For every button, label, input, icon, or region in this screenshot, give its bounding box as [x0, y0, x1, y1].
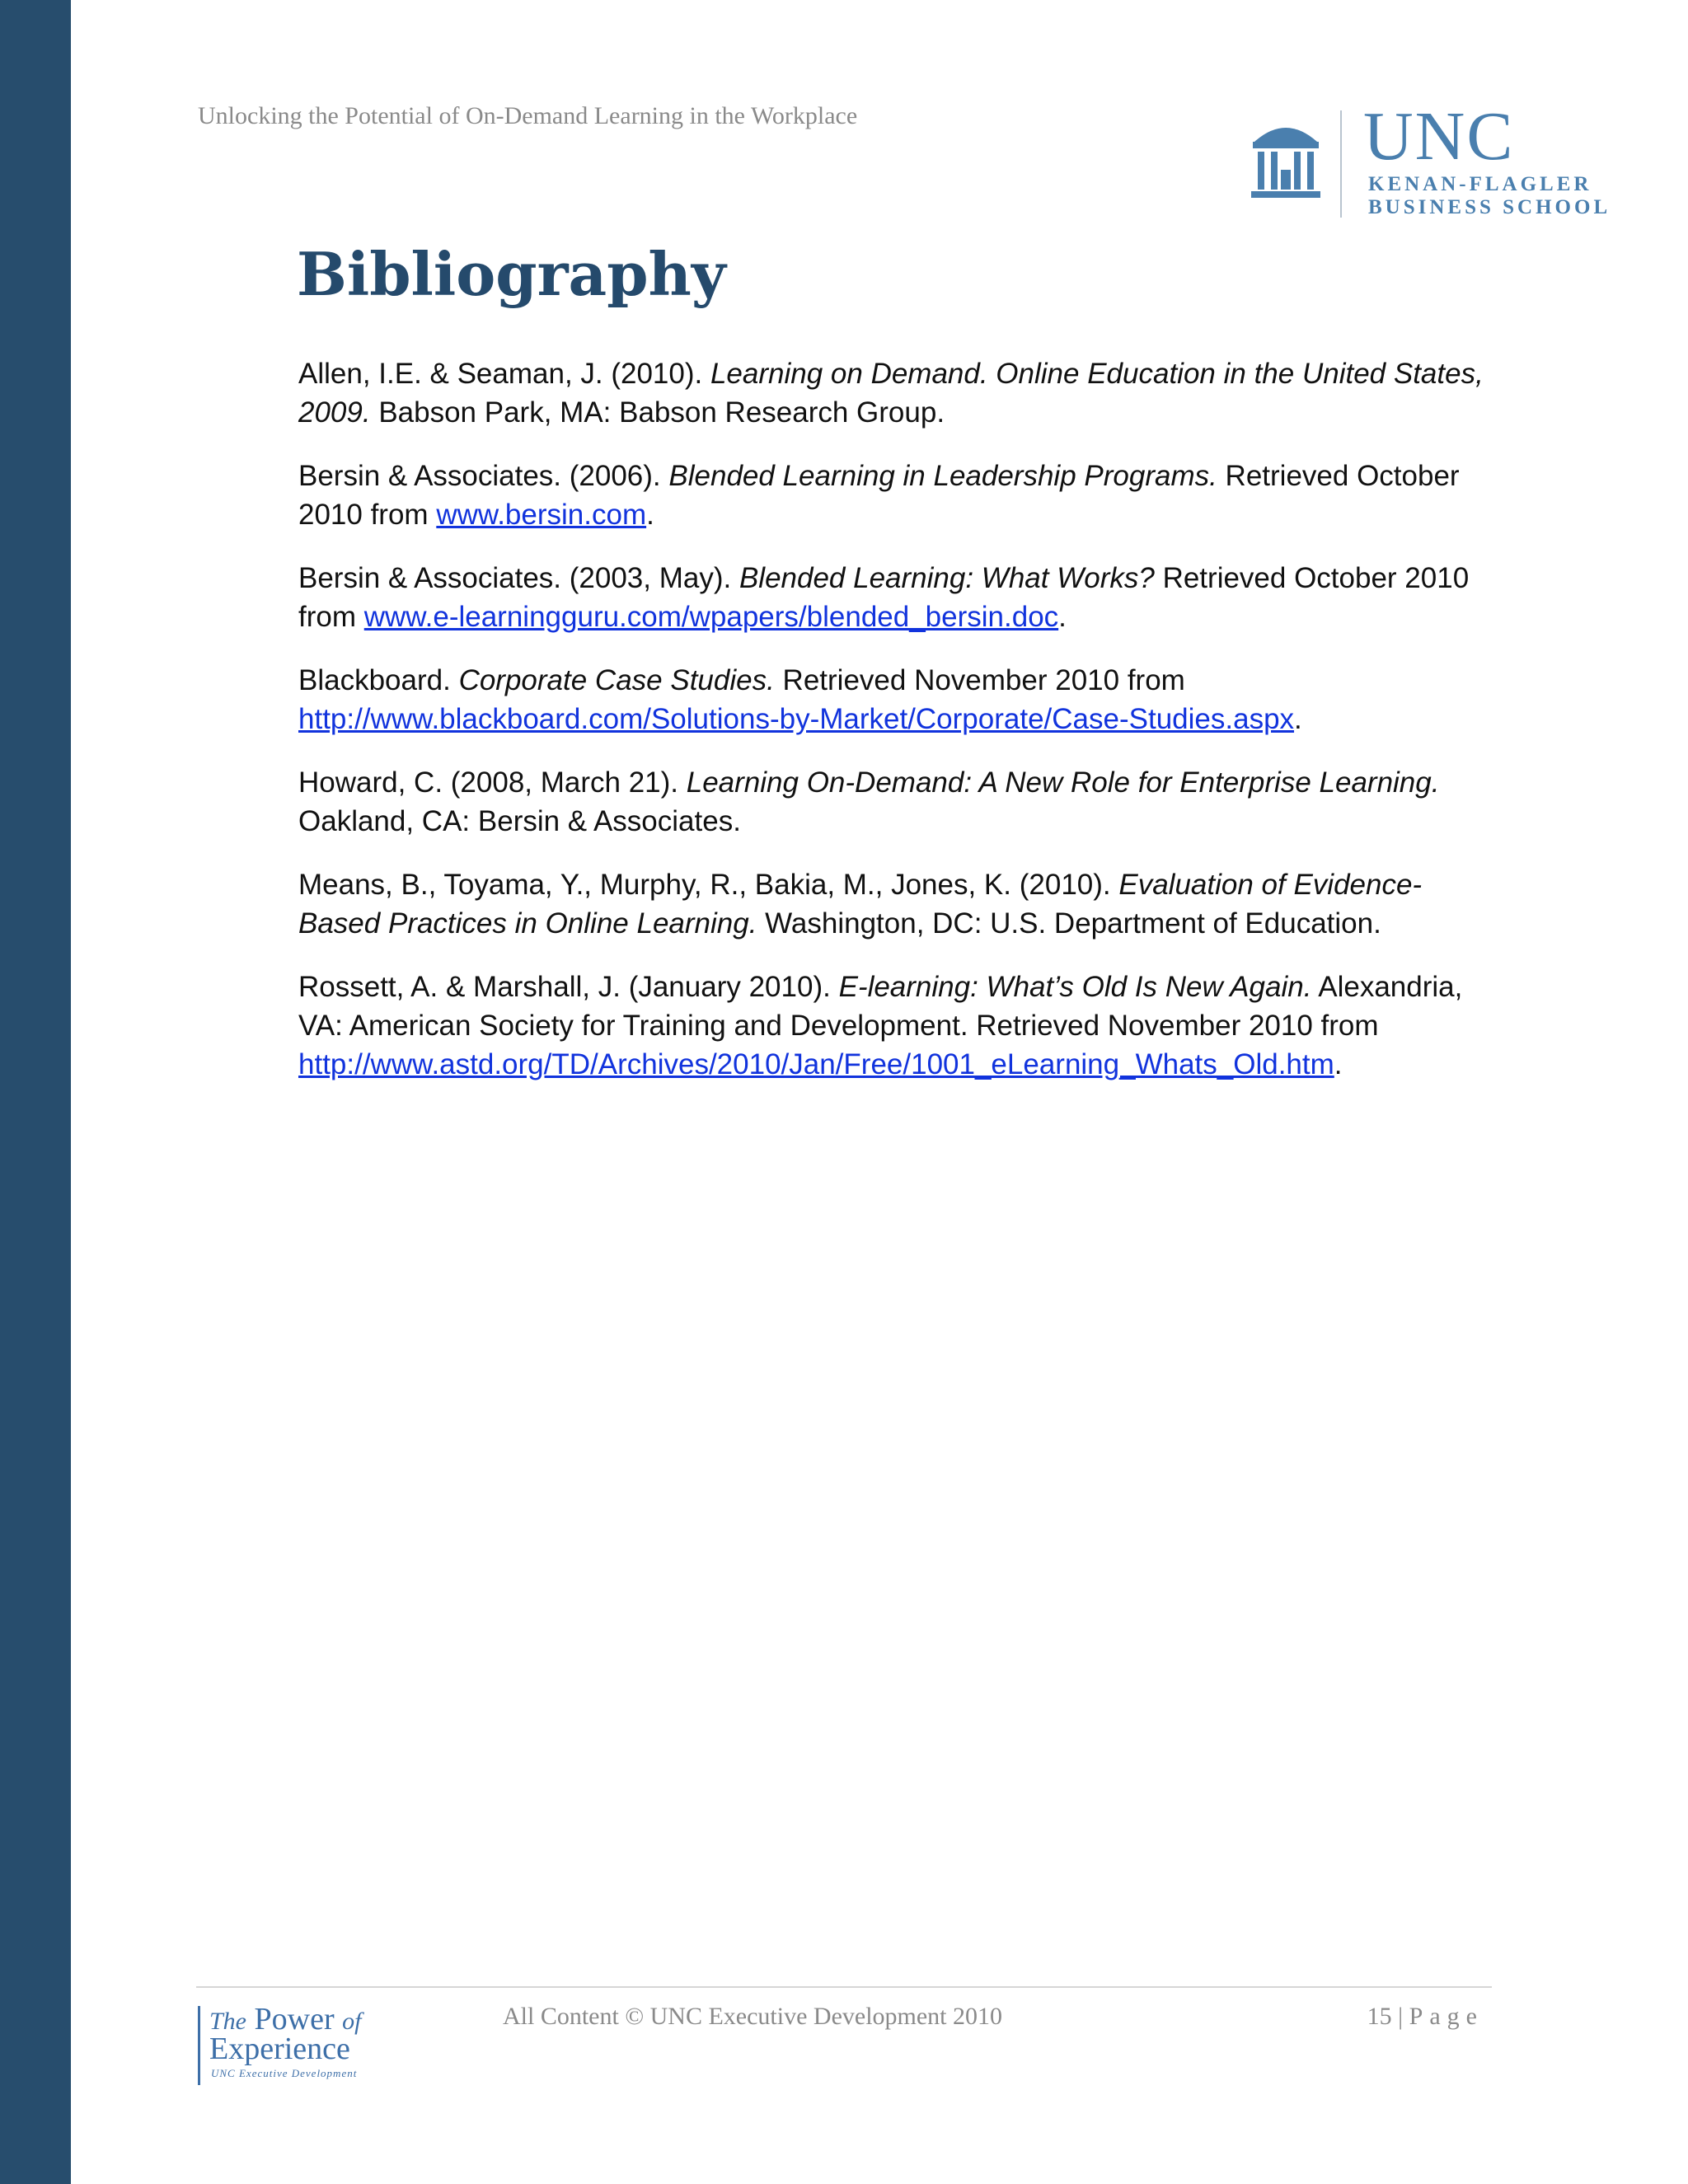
footer-logo-bar	[198, 2006, 200, 2085]
reference-item	[298, 354, 1502, 432]
logo-line-kenan-flagler: KENAN-FLAGLER	[1368, 173, 1592, 195]
page-number: 15	[1367, 2003, 1392, 2030]
ref-publisher: Babson Park, MA: Babson Research Group.	[370, 396, 945, 429]
reference-item	[298, 763, 1502, 841]
footer-copyright: All Content © UNC Executive Development 2010	[503, 2003, 1003, 2030]
footer-logo-sub: UNC Executive Development	[211, 2067, 358, 2079]
ref-title: Learning on Demand. Online Education in the United States, 2009.	[298, 358, 1484, 429]
reference-item	[298, 559, 1502, 636]
left-sidebar-band	[0, 0, 71, 2184]
old-well-icon	[1248, 112, 1324, 203]
power-of-experience-logo	[198, 2003, 379, 2085]
footer-logo-experience: Experience	[209, 2032, 350, 2066]
ref-authors: Rossett, A. & Marshall, J. (January 2010).	[298, 971, 839, 1003]
footer-page-number	[1367, 2003, 1484, 2031]
ref-link[interactable]: www.e-learningguru.com/wpapers/blended_bersin.doc	[363, 601, 1059, 633]
ref-authors: Bersin & Associates. (2003, May).	[298, 562, 739, 594]
unc-wordmark: UNC	[1363, 98, 1515, 175]
page-title: Bibliography	[297, 239, 726, 309]
ref-authors: Means, B., Toyama, Y., Murphy, R., Bakia, M., Jones, K. (2010).	[298, 869, 1119, 901]
ref-title: Corporate Case Studies.	[458, 664, 775, 696]
ref-authors: Blackboard.	[298, 664, 459, 696]
ref-retrieved: Alexandria, VA: American Society for Training and Development. Retrieved November 2010 from	[298, 971, 1463, 1042]
footer-logo-the: The	[209, 2008, 246, 2035]
page-label: Page	[1409, 2003, 1484, 2030]
ref-link[interactable]: http://www.blackboard.com/Solutions-by-Market/Corporate/Case-Studies.aspx	[298, 703, 1295, 735]
ref-authors: Howard, C. (2008, March 21).	[298, 766, 687, 799]
footer-logo-of: of	[342, 2008, 362, 2035]
footer-divider	[196, 1986, 1492, 1988]
page-separator: |	[1398, 2003, 1404, 2030]
reference-item	[298, 457, 1502, 534]
ref-title: Evaluation of Evidence-Based Practices in Online Learning.	[298, 869, 1423, 940]
logo-line-business-school: BUSINESS SCHOOL	[1368, 196, 1611, 218]
ref-link[interactable]: www.bersin.com	[436, 499, 647, 531]
ref-title: E-learning: What’s Old Is New Again.	[838, 971, 1312, 1003]
ref-publisher: Washington, DC: U.S. Department of Education.	[757, 907, 1381, 940]
ref-end: .	[1334, 1048, 1343, 1080]
reference-list	[298, 354, 1502, 1108]
reference-item	[298, 865, 1502, 943]
ref-end: .	[1294, 703, 1302, 735]
ref-link[interactable]: http://www.astd.org/TD/Archives/2010/Jan/Free/1001_eLearning_Whats_Old.htm	[298, 1048, 1334, 1080]
reference-item	[298, 968, 1502, 1084]
ref-authors: Bersin & Associates. (2006).	[298, 460, 669, 492]
ref-title: Blended Learning in Leadership Programs.	[668, 460, 1217, 492]
ref-authors: Allen, I.E. & Seaman, J. (2010).	[298, 358, 710, 390]
ref-publisher: Oakland, CA: Bersin & Associates.	[298, 805, 741, 837]
unc-kenan-flagler-logo	[1248, 98, 1619, 223]
ref-title: Blended Learning: What Works?	[738, 562, 1155, 594]
ref-title: Learning On-Demand: A New Role for Enterprise Learning.	[686, 766, 1440, 799]
running-header: Unlocking the Potential of On-Demand Learning in the Workplace	[198, 102, 858, 129]
ref-end: .	[1058, 601, 1067, 633]
ref-retrieved: Retrieved November 2010 from	[774, 664, 1185, 696]
reference-item	[298, 661, 1502, 738]
footer-logo-power: Power	[254, 2002, 335, 2036]
logo-divider	[1340, 110, 1342, 218]
ref-end: .	[646, 499, 654, 531]
ref-retrieved: Retrieved October 2010 from	[298, 562, 1470, 633]
ref-retrieved: Retrieved October 2010 from	[298, 460, 1460, 531]
